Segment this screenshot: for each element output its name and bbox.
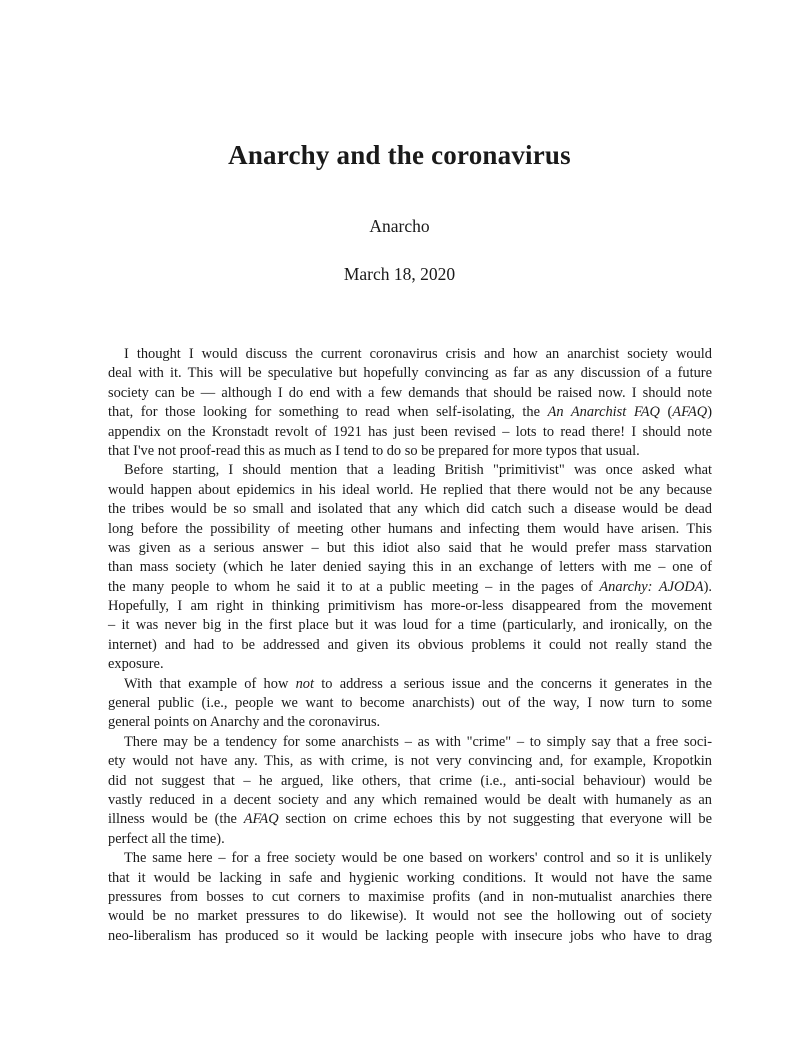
- paragraph: [108, 345, 712, 461]
- text-line: would be no market pressures to do likewise). It would not see the hollowing out of society: [108, 908, 712, 925]
- paragraph: [108, 849, 712, 946]
- text-line: exposure.: [108, 656, 164, 673]
- text-line: I thought I would discuss the current coronavirus crisis and how an anarchist society would: [124, 346, 712, 362]
- text-line: ety would not have any. This, as with crime, is not very convincing and, for example, Kropotkin: [108, 753, 712, 770]
- paragraph: [108, 461, 712, 674]
- text-line: perfect all the time).: [108, 830, 225, 847]
- text-line: neo-liberalism has produced so it would be lacking people with insecure jobs who have to drag: [108, 927, 712, 944]
- text-line: pressures from bosses to cut corners to maximise profits (and in non-mutualist anarchies there: [108, 888, 712, 905]
- text-line: appendix on the Kronstadt revolt of 1921 has just been revised – lots to read there! I should note: [108, 423, 712, 440]
- paragraph: [108, 675, 712, 733]
- text-line: that, for those looking for something to read when self-isolating, the An Anarchist FAQ (AFAQ): [108, 404, 713, 421]
- text-line: With that example of how not to address a serious issue and the concerns it generates in the: [124, 675, 712, 692]
- document-body: [108, 345, 712, 946]
- text-line: Before starting, I should mention that a leading British "primitivist" was once asked what: [124, 462, 712, 479]
- text-line: deal with it. This will be speculative but hopefully convincing as far as any discussion of a future: [108, 365, 712, 382]
- text-line: was given as a serious answer – but this idiot also said that he would prefer mass starvation: [108, 539, 712, 556]
- text-line: – it was never big in the first place but it was loud for a time (particularly, and ironically, on the: [108, 617, 712, 634]
- text-line: that it would be lacking in safe and hygienic working conditions. It would not have the same: [108, 869, 712, 886]
- text-line: general public (i.e., people we want to become anarchists) out of the way, I now turn to some: [108, 695, 712, 712]
- text-line: the tribes would be so small and isolated that any which did catch such a disease would be dead: [108, 501, 712, 518]
- text-line: would happen about epidemics in his ideal world. He replied that there would not be any because: [108, 481, 712, 498]
- text-line: than mass society (which he later denied saying this in an exchange of letters with me – one of: [108, 559, 712, 576]
- text-line: There may be a tendency for some anarchists – as with "crime" – to simply say that a free soci-: [124, 733, 712, 750]
- paragraph: [108, 733, 712, 849]
- document-date: March 18, 2020: [343, 264, 456, 284]
- text-line: society can be — although I do end with a few demands that should be raised now. I should note: [108, 384, 712, 401]
- text-line: vastly reduced in a decent society and any which remained would be dealt with humanely as an: [108, 791, 712, 808]
- text-line: illness would be (the AFAQ section on crime echoes this by not suggesting that everyone will be: [108, 811, 712, 828]
- document-author: Anarcho: [369, 216, 430, 236]
- text-line: The same here – for a free society would be one based on workers' control and so it is unlikely: [124, 850, 712, 867]
- text-line: general points on Anarchy and the coronavirus.: [108, 714, 381, 731]
- text-line: long before the possibility of meeting other humans and infecting them would have arisen. This: [108, 520, 712, 537]
- text-line: the many people to whom he said it to at a public meeting – in the pages of Anarchy: AJODA).: [108, 578, 712, 595]
- text-line: Hopefully, I am right in thinking primitivism has more-or-less disappeared from the movement: [108, 598, 712, 615]
- text-line: that I've not proof-read this as much as I tend to do so be prepared for more typos that usual.: [108, 442, 640, 459]
- text-line: did not suggest that – he argued, like others, that crime (i.e., anti-social behaviour) would be: [108, 772, 712, 789]
- text-line: internet) and had to be addressed and given its obvious problems it could not really stand the: [108, 636, 712, 653]
- document-title: Anarchy and the coronavirus: [228, 140, 571, 170]
